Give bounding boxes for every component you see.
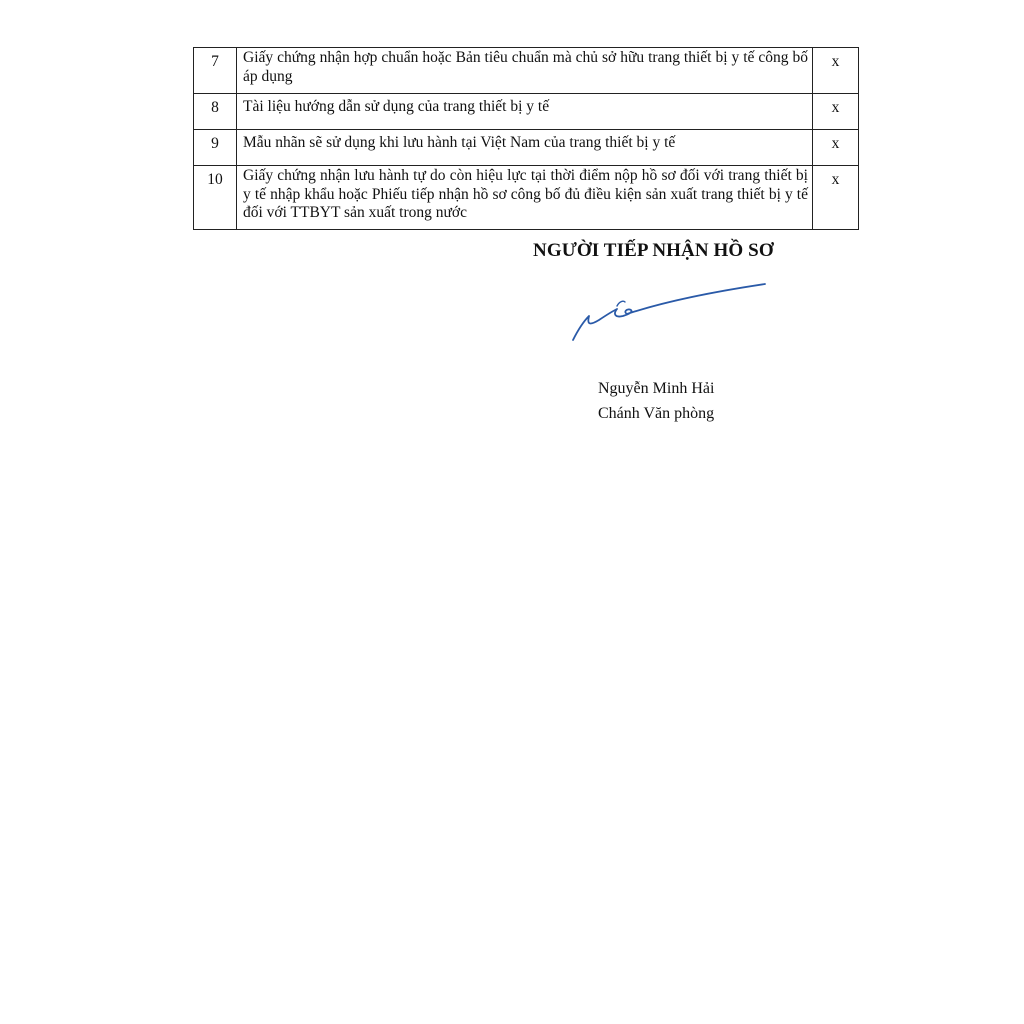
- handwritten-signature: [565, 276, 775, 348]
- table-row: [194, 166, 859, 230]
- row-check-mark: x: [813, 130, 859, 166]
- table-row: [194, 48, 859, 94]
- row-number: 8: [194, 94, 237, 130]
- row-number: 7: [194, 48, 237, 94]
- row-check-mark: x: [813, 166, 859, 230]
- signature-stroke: [573, 284, 765, 340]
- row-check-mark: x: [813, 94, 859, 130]
- row-description: Mẫu nhãn sẽ sử dụng khi lưu hành tại Việt Nam của trang thiết bị y tế: [237, 130, 813, 166]
- signer-position: Chánh Văn phòng: [598, 405, 715, 422]
- row-number: 9: [194, 130, 237, 166]
- table-row: [194, 94, 859, 130]
- signer-name: Nguyễn Minh Hải: [598, 380, 715, 397]
- document-checklist-table: [193, 47, 859, 230]
- row-description: Giấy chứng nhận lưu hành tự do còn hiệu lực tại thời điểm nộp hồ sơ đối với trang thiết bị y tế nhập khẩu hoặc Phiếu tiếp nhận hồ sơ công bố đủ điều kiện sản xuất trang thiết bị y tế đối với TTBYT sản xuất trong nước: [237, 166, 813, 230]
- receiver-title: NGƯỜI TIẾP NHẬN HỒ SƠ: [533, 240, 774, 261]
- row-number: 10: [194, 166, 237, 230]
- signature-stroke: [617, 301, 625, 306]
- table-row: [194, 130, 859, 166]
- row-check-mark: x: [813, 48, 859, 94]
- row-description: Giấy chứng nhận hợp chuẩn hoặc Bản tiêu chuẩn mà chủ sở hữu trang thiết bị y tế công bố áp dụng: [237, 48, 813, 94]
- row-description: Tài liệu hướng dẫn sử dụng của trang thiết bị y tế: [237, 94, 813, 130]
